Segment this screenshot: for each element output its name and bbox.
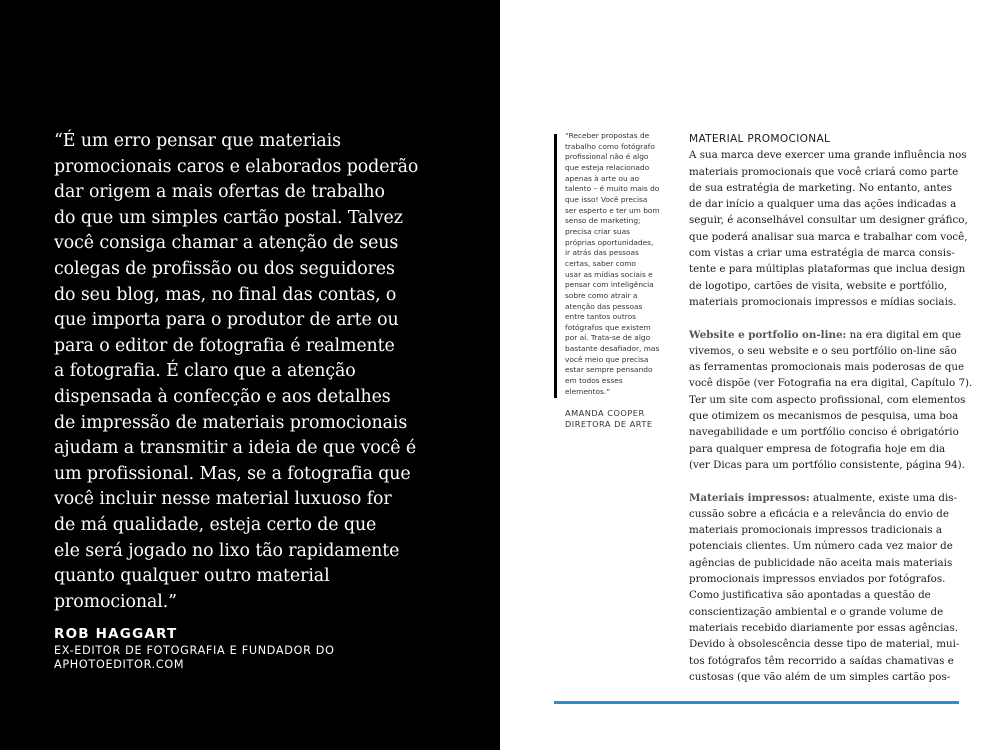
paragraph-line: Como justificativa são apontadas a questão de: [689, 589, 931, 602]
paragraph-line: as ferramentas promocionais mais poderosas de que: [689, 361, 965, 374]
quote-line: do que um simples cartão postal. Talvez: [54, 207, 403, 228]
quote-line: ele será jogado no lixo tão rapidamente: [54, 540, 400, 561]
sidebar-quote-line: talento – é muito mais do: [565, 184, 660, 194]
paragraph-line: [689, 490, 959, 506]
paragraph-line: materiais promocionais impressos tradicionais a: [689, 524, 942, 537]
quote-author-name: ROB HAGGART: [54, 626, 178, 642]
quote-line: promocional.”: [54, 591, 177, 612]
quote-line: quanto qualquer outro material: [54, 566, 330, 587]
quote-line: de má qualidade, esteja certo de que: [54, 514, 377, 535]
quote-line: um profissional. Mas, se a fotografia que: [54, 463, 411, 484]
sidebar-quote-line: senso de marketing;: [565, 216, 641, 226]
paragraph-text: atualmente, existe uma dis-: [809, 491, 958, 504]
sidebar-quote-line: entre tantos outros: [565, 312, 636, 322]
paragraph-line: cussão sobre a eficácia e a relevância do envio de: [689, 507, 949, 520]
sidebar-quote-line: profissional não é algo: [565, 152, 649, 162]
paragraph-line: (ver Dicas para um portfólio consistente, página 94).: [689, 458, 965, 471]
run-in-heading: Website e portfolio on-line:: [689, 328, 847, 341]
sidebar-quote-line: certas, saber como: [565, 258, 636, 268]
sidebar-quote: [565, 131, 677, 397]
paragraph-line: agências de publicidade não aceita mais materiais: [689, 556, 953, 569]
quote-line: de impressão de materiais promocionais: [54, 412, 408, 433]
sidebar-quote-line: que esteja relacionado: [565, 162, 650, 172]
sidebar-author-title: DIRETORA DE ARTE: [565, 419, 653, 429]
sidebar-quote-line: pensar com inteligência: [565, 280, 654, 290]
quote-line: você consiga chamar a atenção de seus: [54, 233, 399, 254]
sidebar-quote-line: usar as mídias sociais e: [565, 269, 653, 279]
sidebar-quote-line: você meio que precisa: [565, 354, 649, 364]
sidebar-quote-author: [565, 408, 653, 430]
quote-line: promocionais caros e elaborados poderão: [54, 156, 419, 177]
sidebar-quote-line: trabalho como fotógrafo: [565, 141, 655, 151]
quote-line: ajudam a transmitir a ideia de que você é: [54, 438, 417, 459]
sidebar-author-name: AMANDA COOPER: [565, 408, 645, 418]
sidebar-quote-line: bastante desafiador, mas: [565, 344, 660, 354]
section-heading: MATERIAL PROMOCIONAL: [689, 133, 831, 145]
paragraph-line: navegabilidade e um portfólio conciso é obrigatório: [689, 426, 959, 439]
paragraph-print: [689, 490, 959, 686]
paragraph-line: promocionais impressos enviados por fotógrafos.: [689, 573, 946, 586]
sidebar-quote-line: fotógrafos que existem: [565, 322, 651, 332]
sidebar-quote-line: sobre como atrair a: [565, 290, 638, 300]
quote-line: você incluir nesse material luxuoso for: [54, 489, 392, 510]
paragraph-line: materiais recebido diariamente por essas agências.: [689, 621, 959, 634]
paragraph-line: A sua marca deve exercer uma grande influência nos: [689, 149, 967, 162]
sidebar-quote-line: que isso! Você precisa: [565, 194, 648, 204]
paragraph-line: conscientização ambiental e o grande volume de: [689, 605, 944, 618]
paragraph-line: para qualquer empresa de fotografia hoje em dia: [689, 442, 946, 455]
sidebar-quote-line: elementos.”: [565, 386, 611, 396]
sidebar-quote-line: em todos esses: [565, 376, 623, 386]
sidebar-quote-line: por aí. Trata-se de algo: [565, 333, 651, 343]
bottom-accent-rule: [554, 701, 959, 704]
paragraph-line: você dispõe (ver Fotografia na era digital, Capítulo 7).: [689, 377, 973, 390]
quote-line: para o editor de fotografia é realmente: [54, 335, 395, 356]
paragraph-line: Ter um site com aspecto profissional, com elementos: [689, 393, 966, 406]
paragraph-spacer: [689, 310, 959, 326]
quote-line: dar origem a mais ofertas de trabalho: [54, 182, 385, 203]
quote-author-title-line: APHOTOEDITOR.COM: [54, 658, 185, 671]
paragraph-line: que otimizem os mecanismos de pesquisa, uma boa: [689, 410, 959, 423]
paragraph-line: custosas (que vão além de um simples cartão pos-: [689, 670, 951, 683]
paragraph-website: [689, 327, 973, 474]
quote-line: que importa para o produtor de arte ou: [54, 310, 399, 331]
paragraph-line: seguir, é aconselhável consultar um designer gráfico,: [689, 214, 968, 227]
sidebar-quote-rule: [554, 134, 557, 398]
sidebar-quote-line: atenção das pessoas: [565, 301, 643, 311]
paragraph-line: de dar início a qualquer uma das ações indicadas a: [689, 198, 957, 211]
quote-line: “É um erro pensar que materiais: [54, 131, 341, 151]
paragraph-line: de logotipo, cartões de visita, website e portfólio,: [689, 279, 948, 292]
sidebar-quote-line: ir atrás das pessoas: [565, 248, 639, 258]
paragraph-line: tente e para múltiplas plataformas que inclua design: [689, 263, 966, 276]
paragraph-line: materiais promocionais impressos e mídias sociais.: [689, 295, 957, 308]
article-column: [689, 131, 973, 685]
run-in-heading: Materiais impressos:: [689, 491, 810, 504]
quote-author-title: [54, 644, 335, 672]
sidebar-quote-line: estar sempre pensando: [565, 365, 653, 375]
sidebar-quote-line: “Receber propostas de: [565, 131, 650, 140]
paragraph-line: Devido à obsolescência desse tipo de material, mui-: [689, 638, 960, 651]
quote-line: do seu blog, mas, no final das contas, o: [54, 284, 397, 305]
sidebar-quote-line: apenas à arte ou ao: [565, 173, 640, 183]
paragraph-text: na era digital em que: [846, 328, 962, 341]
pull-quote: [54, 129, 454, 615]
paragraph-line: [689, 327, 962, 343]
sidebar-quote-line: próprias oportunidades,: [565, 237, 654, 247]
paragraph-line: de sua estratégia de marketing. No entanto, antes: [689, 181, 952, 194]
paragraph-line: que poderá analisar sua marca e trabalhar com você,: [689, 230, 968, 243]
sidebar-quote-line: ser esperto e ter um bom: [565, 205, 660, 215]
paragraph-spacer: [689, 473, 959, 489]
sidebar-quote-line: precisa criar suas: [565, 226, 630, 236]
paragraph-line: potenciais clientes. Um número cada vez maior de: [689, 540, 953, 553]
paragraph-line: tos fotógrafos têm recorrido a saídas chamativas e: [689, 654, 954, 667]
quote-line: a fotografia. É claro que a atenção: [54, 361, 356, 382]
quote-author-title-line: EX-EDITOR DE FOTOGRAFIA E FUNDADOR DO: [54, 644, 335, 657]
paragraph-brand: [689, 147, 968, 310]
quote-line: dispensada à confecção e aos detalhes: [54, 386, 391, 407]
paragraph-line: com vistas a criar uma estratégia de marca consis-: [689, 247, 955, 260]
paragraph-line: vivemos, o seu website e o seu portfólio on-line são: [689, 344, 957, 357]
quote-line: colegas de profissão ou dos seguidores: [54, 258, 395, 279]
paragraph-line: materiais promocionais que você criará como parte: [689, 165, 959, 178]
